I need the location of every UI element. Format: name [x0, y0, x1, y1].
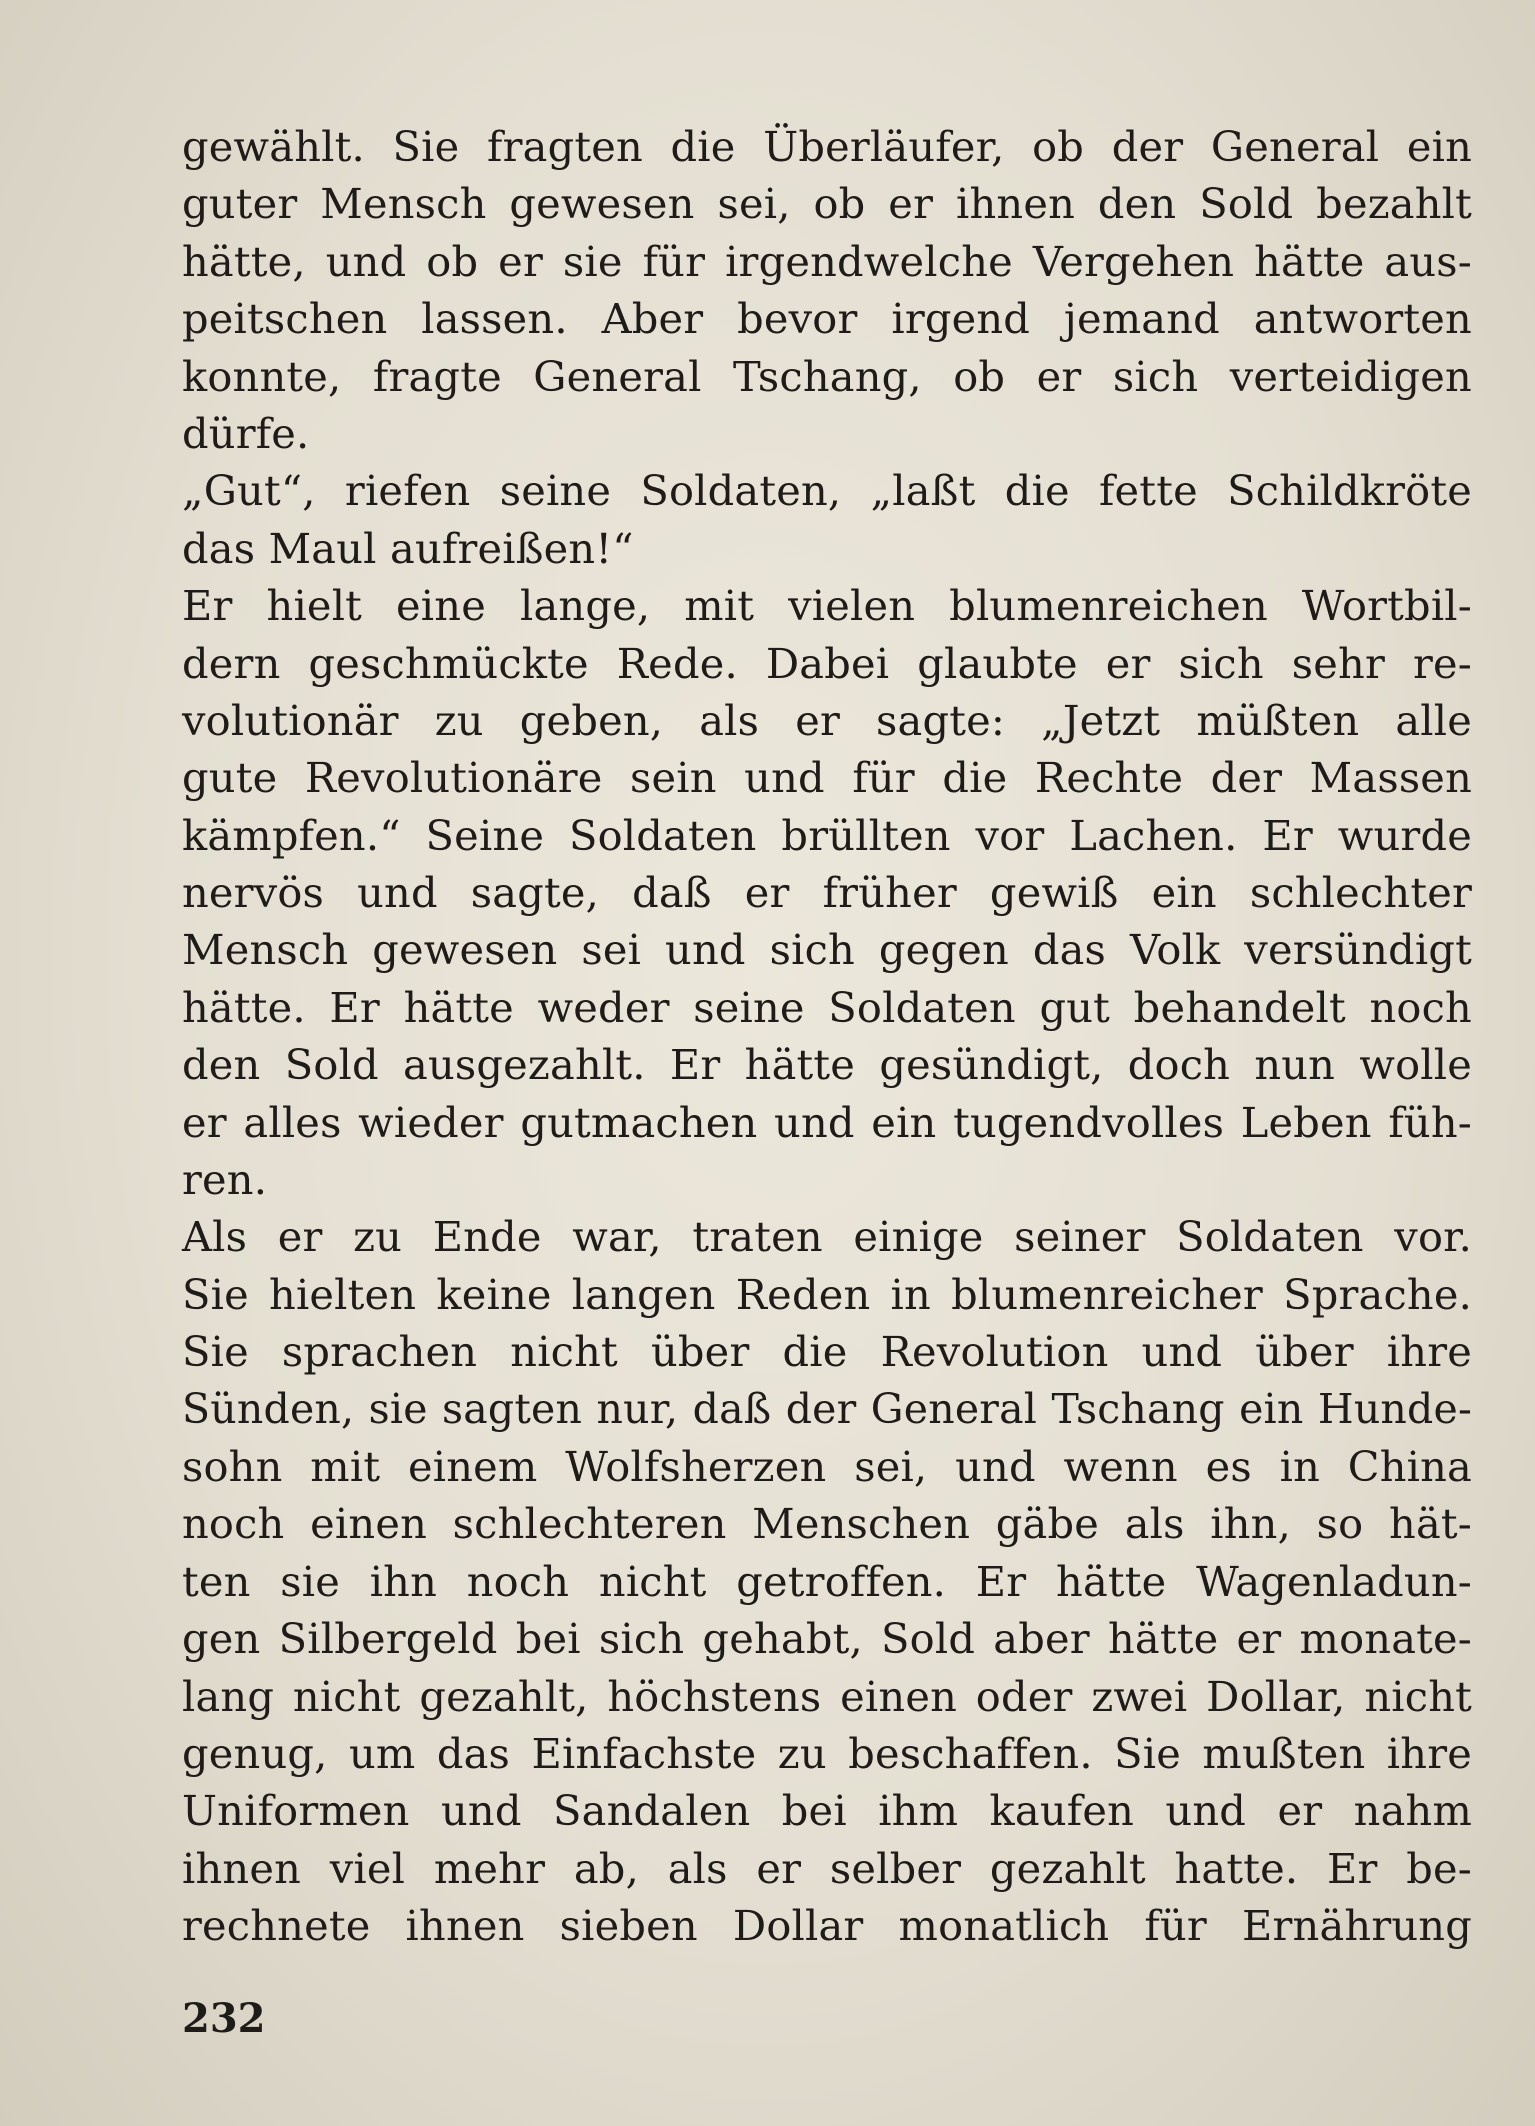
text-line: nervös und sagte, daß er früher gewiß ein schlechter — [182, 868, 1472, 918]
text-line: Sie sprachen nicht über die Revolution und über ihre — [182, 1327, 1472, 1377]
text-line: Mensch gewesen sei und sich gegen das Volk versündigt — [182, 925, 1472, 975]
text-line: konnte, fragte General Tschang, ob er sich verteidigen — [182, 351, 1472, 401]
text-line: Sie hielten keine langen Reden in blumenreicher Sprache. — [182, 1269, 1472, 1319]
text-line: gen Silbergeld bei sich gehabt, Sold aber hätte er monate- — [182, 1614, 1472, 1664]
text-line: das Maul aufreißen!“ — [182, 523, 634, 573]
text-line: peitschen lassen. Aber bevor irgend jemand antworten — [182, 294, 1472, 344]
page-number: 232 — [182, 1995, 266, 2042]
text-line: kämpfen.“ Seine Soldaten brüllten vor Lachen. Er wurde — [182, 810, 1472, 860]
text-line: ten sie ihn noch nicht getroffen. Er hätte Wagenladun- — [182, 1556, 1472, 1606]
text-line: hätte. Er hätte weder seine Soldaten gut behandelt noch — [182, 982, 1472, 1032]
text-line: Als er zu Ende war, traten einige seiner Soldaten vor. — [182, 1212, 1472, 1262]
text-line: guter Mensch gewesen sei, ob er ihnen den Sold bezahlt — [182, 179, 1472, 229]
text-line: er alles wieder gutmachen und ein tugendvolles Leben füh- — [182, 1097, 1472, 1147]
text-line: gute Revolutionäre sein und für die Rechte der Massen — [182, 753, 1472, 803]
text-line: rechnete ihnen sieben Dollar monatlich für Ernährung — [182, 1901, 1472, 1951]
text-line: dürfe. — [182, 408, 310, 458]
text-line: sohn mit einem Wolfsherzen sei, und wenn es in China — [182, 1441, 1472, 1491]
text-line: noch einen schlechteren Menschen gäbe als ihn, so hät- — [182, 1499, 1472, 1549]
body-text — [182, 118, 1472, 1955]
text-line: den Sold ausgezahlt. Er hätte gesündigt, doch nun wolle — [182, 1040, 1472, 1090]
text-line: genug, um das Einfachste zu beschaffen. Sie mußten ihre — [182, 1728, 1472, 1778]
text-line: Er hielt eine lange, mit vielen blumenreichen Wortbil- — [182, 581, 1472, 631]
text-line: lang nicht gezahlt, höchstens einen oder zwei Dollar, nicht — [182, 1671, 1472, 1721]
text-line: gewählt. Sie fragten die Überläufer, ob der General ein — [182, 122, 1472, 171]
text-line: ren. — [182, 1155, 268, 1205]
text-line: volutionär zu geben, als er sagte: „Jetzt müßten alle — [182, 695, 1472, 745]
text-line: „Gut“, riefen seine Soldaten, „laßt die fette Schildkröte — [182, 466, 1472, 516]
text-line: Uniformen und Sandalen bei ihm kaufen und er nahm — [182, 1786, 1472, 1836]
text-line: ihnen viel mehr ab, als er selber gezahlt hatte. Er be- — [182, 1843, 1472, 1893]
text-line: dern geschmückte Rede. Dabei glaubte er sich sehr re- — [182, 638, 1472, 688]
text-line: Sünden, sie sagten nur, daß der General Tschang ein Hunde- — [182, 1384, 1472, 1433]
text-line: hätte, und ob er sie für irgendwelche Vergehen hätte aus- — [182, 236, 1472, 286]
